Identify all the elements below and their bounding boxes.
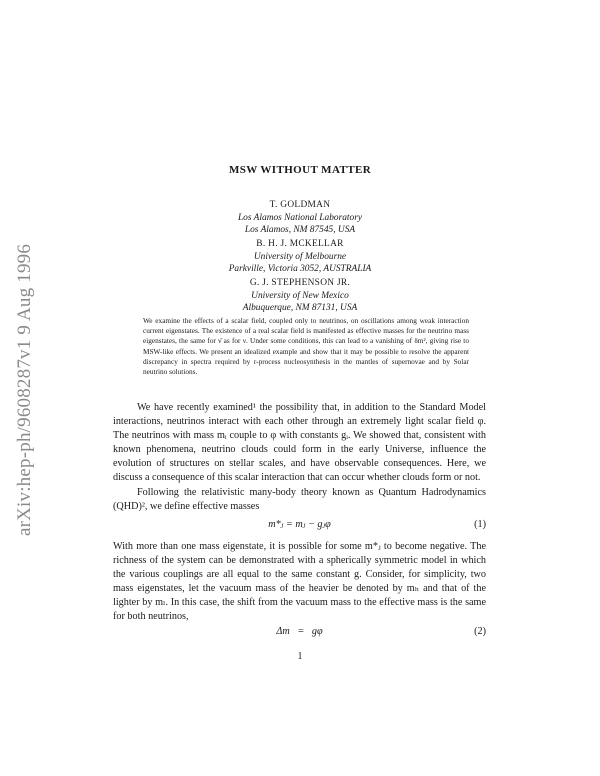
author-block-3 xyxy=(0,277,600,315)
equation-number: (1) xyxy=(474,519,486,530)
author-name: G. J. STEPHENSON JR. xyxy=(249,278,351,288)
author-name: B. H. J. MCKELLAR xyxy=(256,239,344,249)
author-affiliation: University of New Mexico xyxy=(251,290,349,301)
body-text-1 xyxy=(113,401,486,514)
arxiv-id-text: arXiv:hep-ph/9608287v1 9 Aug 1996 xyxy=(14,243,35,537)
paragraph-intro: We have recently examined¹ the possibility that, in addition to the Standard Model interactions, neutrinos interact with each other through an extremely light scalar field φ. The neutrinos with mass mᵢ couple to φ with constants gᵢ. We showed that, consistent with known phenomena, neutrino clouds could form in the early Universe, influence the evolution of structures on stellar scales, and have observable consequences. Here, we discuss a consequence of this scalar interaction that can occur whether clouds form or not. xyxy=(113,402,486,484)
equation-2 xyxy=(113,626,486,640)
paper-title: MSW WITHOUT MATTER xyxy=(228,164,372,176)
author-block-2 xyxy=(0,238,600,276)
author-name: T. GOLDMAN xyxy=(269,200,331,210)
author-address: Albuquerque, NM 87131, USA xyxy=(242,303,358,313)
author-affiliation: University of Melbourne xyxy=(253,251,347,262)
paragraph-qhd: Following the relativistic many-body theory known as Quantum Hadrodynamics (QHD)², we define effective masses xyxy=(113,486,486,512)
equation-1 xyxy=(113,519,486,533)
author-block-1 xyxy=(0,199,600,237)
equation-expression: Δm = gφ xyxy=(276,626,323,637)
page-number: 1 xyxy=(297,651,303,662)
author-address: Los Alamos, NM 87545, USA xyxy=(244,225,356,235)
abstract: We examine the effects of a scalar field, coupled only to neutrinos, on oscillations among weak interaction current eigenstates. The existence of a real scalar field is manifested as effective masses for the neutrino mass eigenstates, the same for ν̄ as for ν. Under some conditions, this can lead to a vanishing of δm², giving rise to MSW-like effects. We present an idealized example and show that it may be possible to resolve the apparent discrepancy in spectra required by r-process nucleosynthesis in the mantles of supernovae and by Solar neutrino solutions. xyxy=(143,316,469,377)
author-affiliation: Los Alamos National Laboratory xyxy=(237,212,363,223)
paragraph-eigenstates: With more than one mass eigenstate, it is possible for some m*ⱼ to become negative. The richness of the system can be demonstrated with a spherically symmetric model in which the various couplings are all equal to the same constant g. Consider, for simplicity, two mass eigenstates, let the vacuum mass of the heavier be denoted by mₕ and that of the lighter by mₗ. In this case, the shift from the vacuum mass to the effective mass is the same for both neutrinos, xyxy=(113,541,486,623)
body-text-2 xyxy=(113,540,486,625)
equation-number: (2) xyxy=(474,626,486,637)
equation-expression: m*ⱼ = mⱼ − gⱼφ xyxy=(268,519,331,530)
author-address: Parkville, Victoria 3052, AUSTRALIA xyxy=(228,264,372,274)
